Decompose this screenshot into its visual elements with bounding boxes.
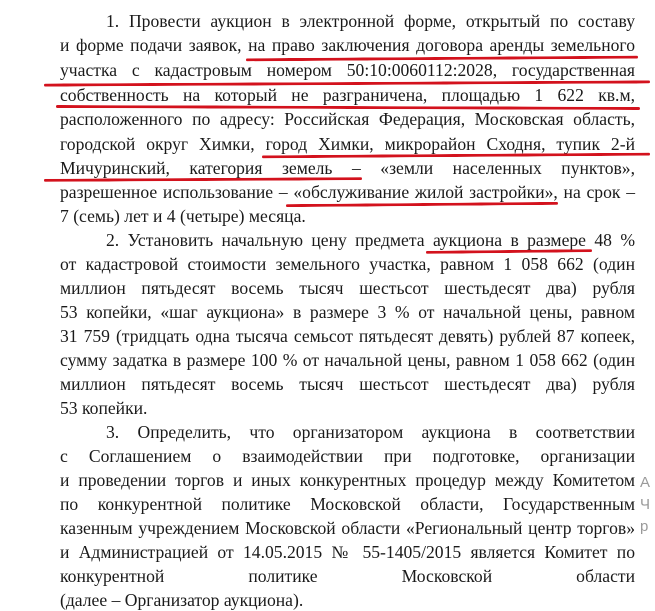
text-line: казенным учреждением Московской области «Региональный центр торгов» bbox=[60, 518, 635, 538]
text-line: по конкурентной политике Московской области, Государственным bbox=[60, 494, 635, 514]
text-line: миллион пятьдесят восемь тысяч шестьсот шестьдесят два) рубля bbox=[60, 278, 635, 298]
side-fragment: Ч bbox=[640, 496, 650, 513]
text-line: и проведении торгов и иных конкурентных процедур между Комитетом bbox=[60, 470, 635, 490]
text-line: и Администрацией от 14.05.2015 № 55-1405/2015 является Комитет по bbox=[60, 542, 635, 562]
text-line: 3. Определить, что организатором аукциона в соответствии bbox=[106, 422, 635, 442]
text-line: участка с кадастровым номером 50:10:0060112:2028, государственная bbox=[60, 60, 635, 80]
text-line: разрешенное использование – «обслуживание жилой застройки», на срок – bbox=[60, 182, 635, 202]
text-line: (далее – Организатор аукциона). bbox=[60, 590, 304, 610]
text-line: Мичуринский, категория земель – «земли населенных пунктов», bbox=[60, 158, 635, 178]
text-line: 7 (семь) лет и 4 (четыре) месяца. bbox=[60, 206, 306, 226]
text-line: 2. Установить начальную цену предмета аукциона в размере 48 % bbox=[106, 230, 635, 250]
text-line: расположенного по адресу: Российская Федерация, Московская область, bbox=[60, 109, 635, 129]
text-line: от кадастровой стоимости земельного участка, равном 1 058 662 (один bbox=[60, 254, 635, 274]
text-line: 53 копейки, «шаг аукциона» в размере 3 % от начальной цены, равном bbox=[60, 302, 635, 322]
text-line: сумму задатка в размере 100 % от начальной цены, равном 1 058 662 (один bbox=[60, 350, 635, 370]
text-line: с Соглашением о взаимодействии при подготовке, организации bbox=[60, 446, 635, 466]
text-line: городской округ Химки, город Химки, микрорайон Сходня, тупик 2-й bbox=[60, 134, 635, 154]
text-line: 31 759 (тридцать одна тысяча семьсот пятьдесят девять) рублей 87 копеек, bbox=[60, 326, 635, 346]
text-line: миллион пятьдесят восемь тысяч шестьсот шестьдесят два) рубля bbox=[60, 374, 635, 394]
text-line: собственность на который не разграничена, площадью 1 622 кв.м, bbox=[60, 85, 635, 105]
side-fragment: р bbox=[640, 518, 649, 535]
text-line: 53 копейки. bbox=[60, 398, 148, 418]
text-line: конкурентной политике Московской области bbox=[60, 566, 635, 586]
text-line: 1. Провести аукцион в электронной форме, открытый по составу bbox=[106, 11, 635, 31]
text-line: и форме подачи заявок, на право заключения договора аренды земельного bbox=[60, 35, 635, 55]
side-fragment: А bbox=[640, 474, 651, 491]
